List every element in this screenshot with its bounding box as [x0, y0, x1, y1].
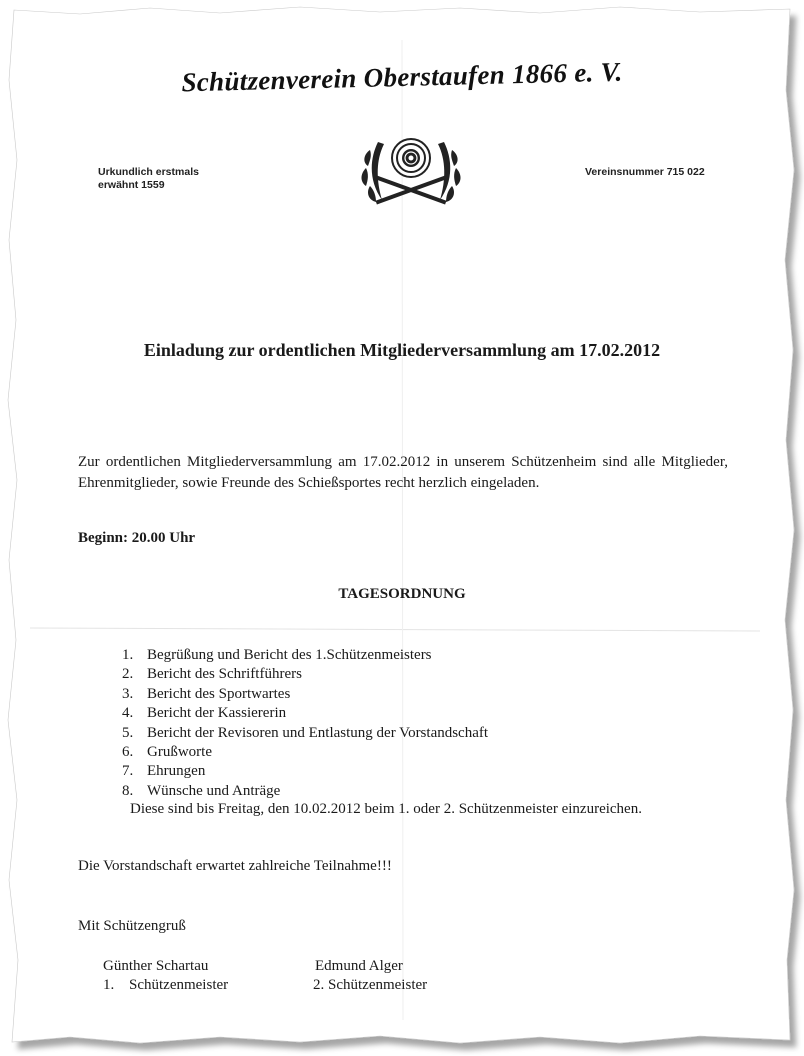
founding-note-line: Urkundlich erstmals: [98, 166, 199, 178]
agenda-item-number: 8.: [122, 782, 134, 799]
agenda-item: [122, 685, 488, 704]
agenda-list: [122, 646, 488, 801]
agenda-item-number: 3.: [122, 685, 134, 702]
signatory-name: Edmund Alger: [315, 958, 403, 974]
agenda-item-text: Begrüßung und Bericht des 1.Schützenmeisters: [147, 647, 432, 663]
agenda-item-text: Ehrungen: [147, 763, 206, 780]
agenda-item-number: 4.: [122, 705, 134, 722]
agenda-item-text: Bericht des Sportwartes: [147, 685, 291, 702]
signatory-role: [313, 976, 427, 995]
signature-block-1: [103, 957, 228, 995]
club-name: Schützenverein Oberstaufen 1866 e. V.: [181, 56, 623, 98]
agenda-item-number: 5.: [122, 724, 134, 741]
agenda-item-text: Wünsche und Anträge: [147, 782, 281, 799]
signatory-role-number: 2.: [313, 977, 325, 993]
signatory-role-text: Schützenmeister: [328, 977, 428, 993]
signatory-name: Günther Schartau: [103, 958, 209, 974]
signatory-role: [103, 976, 228, 995]
agenda-item-text: Bericht des Schriftführers: [147, 666, 302, 683]
founding-note-line: erwähnt 1559: [98, 179, 165, 191]
agenda-item: [122, 762, 488, 781]
agenda-item-number: 1.: [122, 647, 134, 663]
closing-line: Die Vorstandschaft erwartet zahlreiche Teilnahme!!!: [78, 858, 392, 874]
agenda-item-text: Grußworte: [147, 744, 212, 761]
signature-block-2: [313, 957, 427, 995]
agenda-item-number: 2.: [122, 666, 134, 683]
start-time: Beginn: 20.00 Uhr: [78, 530, 196, 546]
agenda-item: [122, 704, 488, 723]
agenda-item: [122, 743, 488, 762]
agenda-note: Diese sind bis Freitag, den 10.02.2012 beim 1. oder 2. Schützenmeister einzureichen.: [130, 801, 642, 817]
intro-paragraph: Zur ordentlichen Mitgliederversammlung am 17.02.2012 in unserem Schützenheim sind alle Mitglieder, Ehrenmitglieder, sowie Freunde des Schießsportes recht herzlich eingeladen.: [78, 454, 728, 491]
agenda-item-number: 7.: [122, 763, 134, 780]
greeting: Mit Schützengruß: [78, 918, 186, 934]
agenda-heading: TAGESORDNUNG: [338, 586, 466, 602]
club-number: Vereinsnummer 715 022: [585, 166, 705, 178]
invitation-title: Einladung zur ordentlichen Mitgliederversammlung am 17.02.2012: [143, 340, 661, 360]
agenda-item: [122, 782, 488, 801]
signatory-role-text: Schützenmeister: [129, 977, 229, 993]
agenda-item: [122, 665, 488, 684]
agenda-item-number: 6.: [122, 744, 134, 761]
founding-note: [98, 166, 199, 192]
agenda-item-text: Bericht der Revisoren und Entlastung der Vorstandschaft: [147, 724, 489, 741]
signatory-role-number: 1.: [103, 977, 115, 993]
agenda-item-text: Bericht der Kassiererin: [147, 705, 287, 722]
agenda-item: [122, 646, 488, 665]
agenda-item: [122, 724, 488, 743]
target-wreath-emblem-icon: [356, 128, 466, 218]
